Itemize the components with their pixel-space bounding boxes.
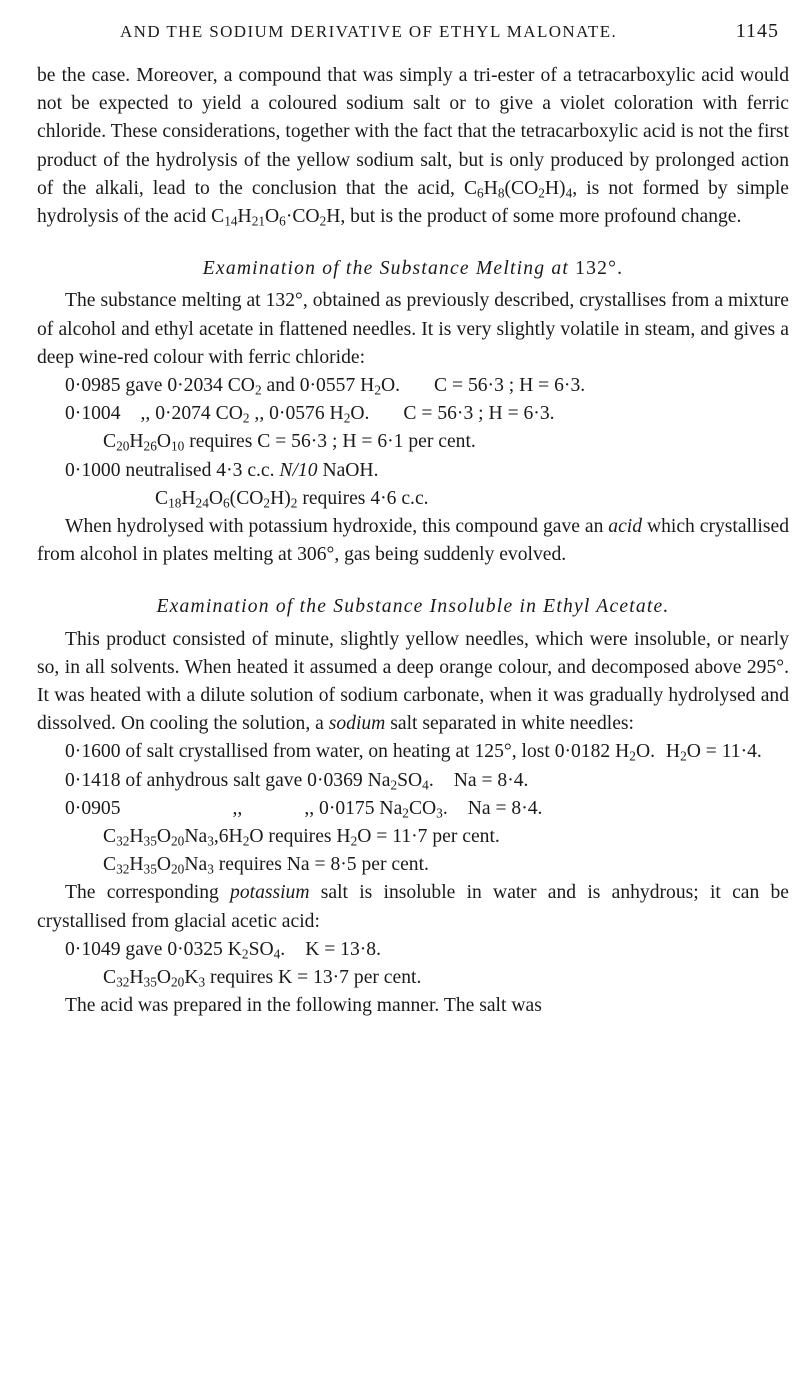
formula-c20h26o10: $C_{20}H_{26}O_{10}$ (103, 431, 185, 454)
analysis-row-2: 0·1004 ,, 0·2074 $CO_2$ ,, 0·0576 $H_2O$. C = 56·3 ; H = 6·3. (65, 403, 555, 426)
article-body (37, 62, 789, 1021)
analysis-calculated: $C_{20}H_{26}O_{10}$ requires C = 56·3 ; H = 6·1 per cent. (103, 431, 476, 454)
paragraph-potassium-salt: The corresponding potassium salt is insoluble in water and is anhydrous; it can be crystallised from glacial acetic acid: (37, 882, 789, 932)
potassium-calculated: $C_{32}H_{35}O_{20}K_3$ requires K = 13·7 per cent. (103, 967, 422, 990)
page-header (0, 12, 801, 48)
sodium-calculated-anhydrous: $C_{32}H_{35}O_{20}Na_3$ requires Na = 8·5 per cent. (103, 854, 429, 877)
analysis-row-1: 0·0985 gave 0·2034 $CO_2$ and 0·0557 $H_2O$. C = 56·3 ; H = 6·3. (65, 375, 586, 398)
paragraph-acid-preparation: The acid was prepared in the following manner. The salt was (65, 995, 542, 1017)
potassium-analysis-row: 0·1049 gave 0·0325 $K_2SO_4$. K = 13·8. (65, 938, 381, 962)
formula-potassium-salt: $C_{32}H_{35}O_{20}K_3$ (103, 967, 206, 990)
neutralisation-row: 0·1000 neutralised 4·3 c.c. N/10 NaOH. (65, 459, 379, 481)
sodium-analysis-row-1: 0·1418 of anhydrous salt gave 0·0369 $Na_2SO_4$. Na = 8·4. (65, 769, 529, 792)
formula-c18h24o6: $C_{18}H_{24}O_6(CO_2H)_2$ (155, 487, 298, 511)
sodium-calculated-hydrate: $C_{32}H_{35}O_{20}Na_3,6H_2O$ requires $H_2O = 11\cdot 7$ per cent. (103, 826, 500, 849)
water-loss-row: 0·1600 of salt crystallised from water, on heating at 125°, lost 0·0182 $H_2O$. $H_2O = 11\cdot 4$. (65, 741, 762, 764)
paragraph-substance-132: The substance melting at 132°, obtained as previously described, crystallises from a mixture of alcohol and ethyl acetate in flattened needles. It is very slightly volatile in steam, and gives a deep wine-red colour with ferric chloride: (37, 290, 789, 368)
sodium-analysis-row-2: 0·0905 ,, ,, 0·0175 $Na_2CO_3$. Na = 8·4. (65, 797, 543, 821)
page-number: 1145 (735, 20, 779, 42)
formula-sodium-salt-hydrate: $C_{32}H_{35}O_{20}Na_3,6H_2O$ (103, 826, 264, 849)
neutralisation-calculated: $C_{18}H_{24}O_6(CO_2H)_2$ requires 4·6 c.c. (155, 487, 429, 511)
paragraph-insoluble-substance: This product consisted of minute, slightly yellow needles, which were insoluble, or nearly so, in all solvents. When heated it assumed a deep orange colour, and decomposed above 295°. It was heated with a dilute solution of sodium carbonate, when it was gradually hydrolysed and dissolved. On cooling the solution, a sodium salt separated in white needles: (37, 628, 789, 735)
paragraph-hydrolysis-conclusion: be the case. Moreover, a compound that was simply a tri-ester of a tetracarboxylic acid would not be expected to yield a coloured sodium salt or to give a violet coloration with ferric chloride. These considerations, together with the fact that the tetracarboxylic acid is not the first product of the hydrolysis of the yellow sodium salt, but is only produced by prolonged action of the alkali, lead to the conclusion that the acid, $C_6H_8(CO_2H)_4$, is not formed by simple hydrolysis of the acid $C_{14}H_{21}O_6\cdot CO_2H$, but is the product of some more profound change. (37, 65, 790, 229)
paragraph-hydrolysis-potassium: When hydrolysed with potassium hydroxide, this compound gave an acid which crystallised from alcohol in plates melting at 306°, gas being suddenly evolved. (37, 516, 789, 566)
formula-acid: $C_{14}H_{21}O_6\cdot CO_2H$ (211, 206, 341, 229)
formula-sodium-salt: $C_{32}H_{35}O_{20}Na_3$ (103, 854, 214, 877)
section-heading-insoluble-substance: Examination of the Substance Insoluble in Ethyl Acetate. (156, 596, 670, 618)
section-heading-substance-132: Examination of the Substance Melting at 132°. (202, 258, 624, 280)
running-title: AND THE SODIUM DERIVATIVE OF ETHYL MALONATE. (120, 22, 618, 41)
formula-tetracarboxylic-acid: $C_6H_8(CO_2H)_4$ (463, 177, 573, 201)
